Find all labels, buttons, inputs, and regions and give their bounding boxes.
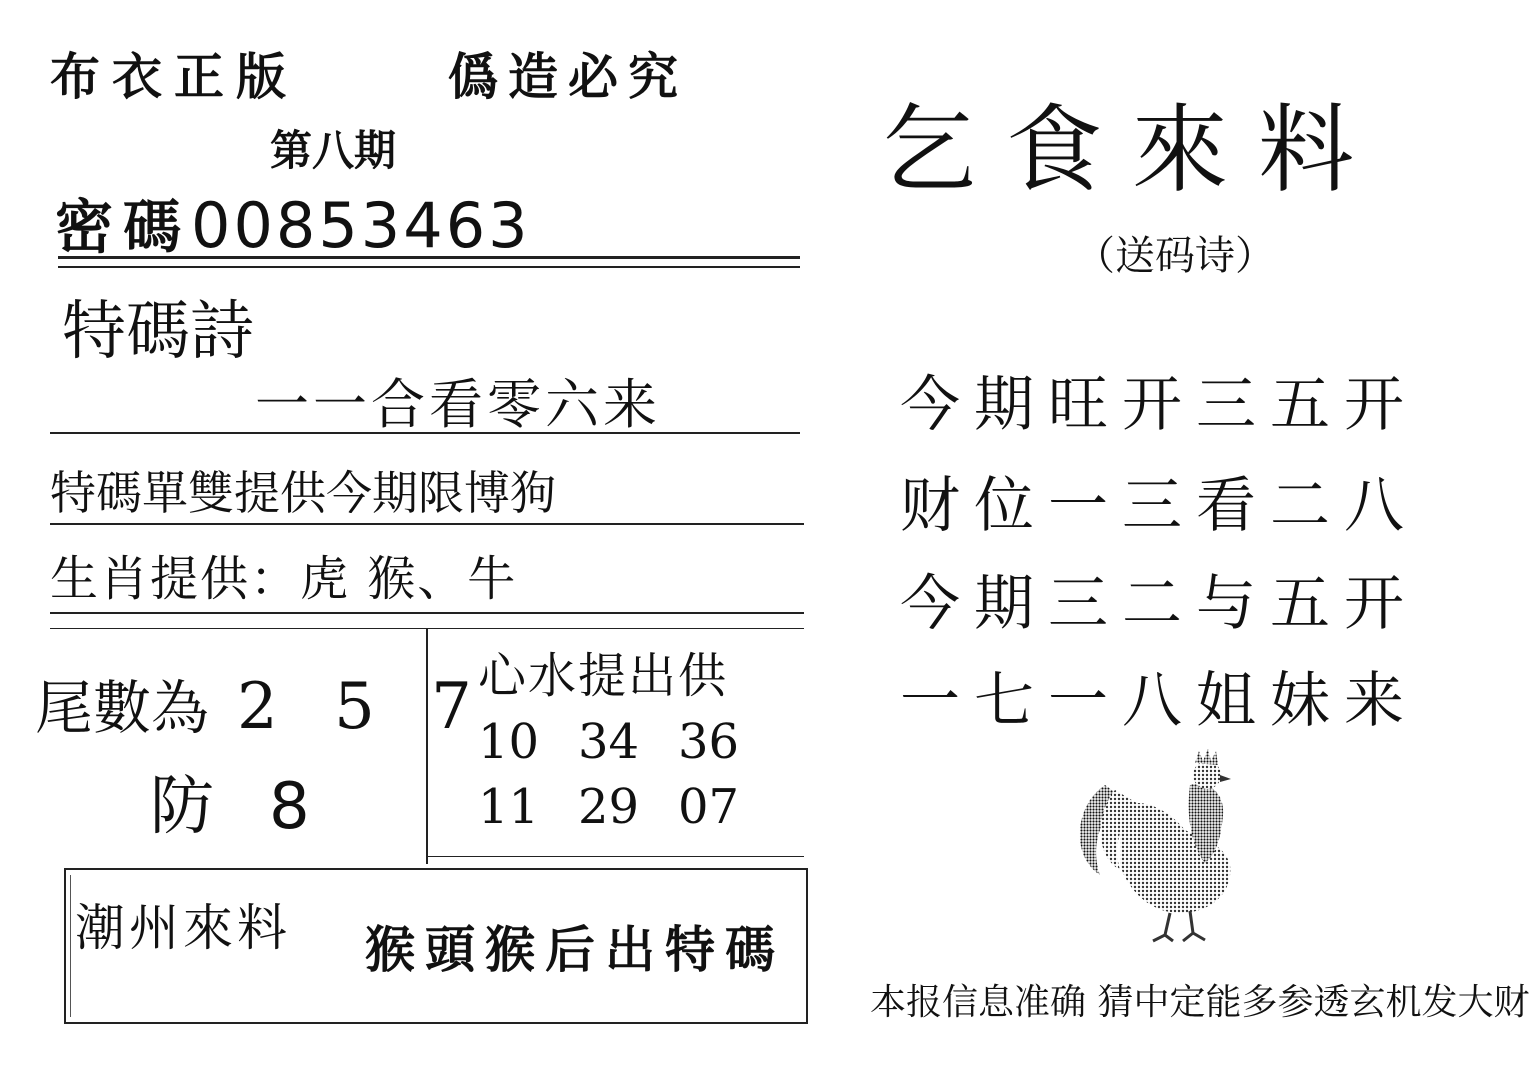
rooster-icon [1065, 745, 1255, 950]
heart-number: 10 [478, 714, 540, 770]
counterfeit-warning: 僞造必究 [448, 48, 688, 106]
brand-title: 布衣正版 [50, 48, 298, 106]
column-divider [426, 628, 428, 864]
zodiac-tip: 生肖提供：虎 猴、牛 [50, 551, 518, 607]
heart-number: 36 [678, 714, 740, 770]
footer-slogan: 本报信息准确 猜中定能多参透玄机发大财 [870, 982, 1530, 1023]
verse-line: 财位一三看二八 [900, 471, 1418, 541]
guard-number: 8 [269, 770, 310, 844]
tail-label: 尾數為 [35, 674, 210, 742]
heart-numbers-row [478, 779, 778, 835]
special-code-poem-title: 特碼詩 [62, 295, 254, 369]
heart-number: 07 [678, 779, 740, 835]
guard-line [150, 770, 310, 844]
verse-line: 今期旺开三五开 [900, 370, 1418, 440]
chaozhou-label: 潮州來料 [75, 899, 291, 957]
guard-label: 防 [150, 770, 214, 844]
heart-numbers-row [478, 714, 778, 770]
divider [50, 523, 804, 525]
chaozhou-tip: 猴頭猴后出特碼 [365, 921, 785, 979]
password-value: 00853463 [191, 189, 531, 262]
divider [58, 266, 800, 268]
verse-line: 一七一八姐妹来 [900, 666, 1418, 736]
password-line [55, 189, 531, 262]
divider [58, 256, 800, 259]
heart-number: 29 [578, 779, 640, 835]
tail-numbers: 2 5 7 [237, 670, 490, 744]
divider [50, 432, 800, 434]
password-label: 密碼 [55, 193, 192, 261]
tail-numbers-line [35, 670, 490, 744]
verse-line: 今期三二与五开 [900, 569, 1418, 639]
right-subtitle: （送码诗） [1075, 233, 1275, 279]
divider [426, 856, 804, 857]
divider [50, 612, 804, 614]
heart-number: 11 [478, 779, 540, 835]
issue-number: 第八期 [270, 126, 397, 175]
special-code-poem-line: 一一合看零六来 [255, 373, 661, 436]
odd-even-tip: 特碼單雙提供今期限博狗 [50, 466, 556, 520]
heart-numbers-title: 心水提出供 [478, 648, 729, 704]
right-title: 乞食來料 [880, 94, 1384, 206]
heart-number: 34 [578, 714, 640, 770]
